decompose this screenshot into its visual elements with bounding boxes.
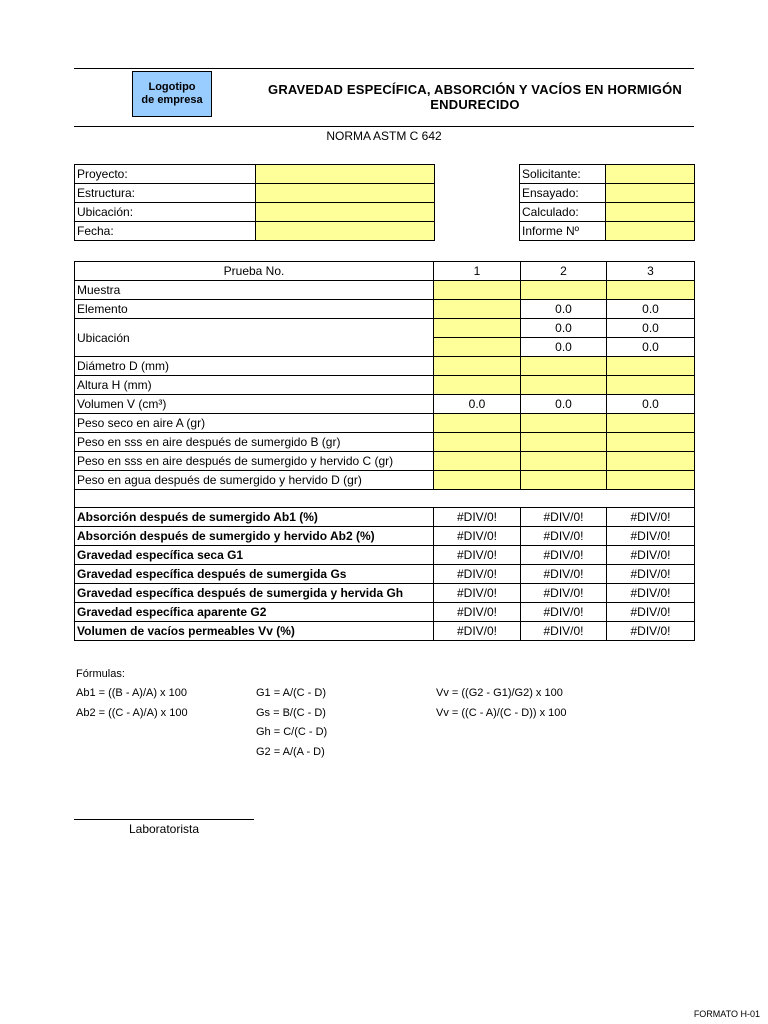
result-cell-3: #DIV/0! bbox=[607, 603, 695, 622]
formula-g1: G1 = A/(C - D) bbox=[256, 687, 326, 699]
formula-gs: Gs = B/(C - D) bbox=[256, 706, 326, 719]
volumen-cell-3: 0.0 bbox=[607, 395, 695, 414]
info-row-proyecto bbox=[75, 165, 435, 184]
column-header-prueba: Prueba No. bbox=[75, 262, 434, 281]
header-bottom-rule bbox=[74, 126, 694, 127]
ubicacion-b-cell-3: 0.0 bbox=[607, 338, 695, 357]
result-label: Gravedad específica aparente G2 bbox=[75, 603, 434, 622]
estructura-field[interactable] bbox=[256, 184, 435, 203]
peso-a-cell-3[interactable] bbox=[607, 414, 695, 433]
result-label: Volumen de vacíos permeables Vv (%) bbox=[75, 622, 434, 641]
info-label: Solicitante: bbox=[520, 165, 606, 184]
result-row-gh bbox=[75, 584, 695, 603]
table-row-volumen bbox=[75, 395, 695, 414]
formula-ab1: Ab1 = ((B - A)/A) x 100 bbox=[76, 687, 187, 699]
norm-label: NORMA ASTM C 642 bbox=[326, 129, 442, 143]
table-row-muestra bbox=[75, 281, 695, 300]
result-cell-3: #DIV/0! bbox=[607, 622, 695, 641]
formulas-col-absorcion bbox=[76, 684, 188, 723]
info-row-informe bbox=[520, 222, 695, 241]
info-label: Proyecto: bbox=[75, 165, 256, 184]
row-label: Ubicación bbox=[75, 319, 434, 357]
peso-c-cell-1[interactable] bbox=[434, 452, 521, 471]
signature-label: Laboratorista bbox=[128, 822, 200, 836]
result-row-g1 bbox=[75, 546, 695, 565]
volumen-cell-1: 0.0 bbox=[434, 395, 521, 414]
result-cell-2: #DIV/0! bbox=[521, 508, 607, 527]
altura-cell-1[interactable] bbox=[434, 376, 521, 395]
volumen-cell-2: 0.0 bbox=[521, 395, 607, 414]
row-label: Muestra bbox=[75, 281, 434, 300]
table-row-peso-a bbox=[75, 414, 695, 433]
ubicacion-a-cell-2: 0.0 bbox=[521, 319, 607, 338]
formula-ab2: Ab2 = ((C - A)/A) x 100 bbox=[76, 706, 188, 719]
info-row-ensayado bbox=[520, 184, 695, 203]
result-row-g2 bbox=[75, 603, 695, 622]
format-code: FORMATO H-01 bbox=[693, 1009, 760, 1019]
elemento-cell-3: 0.0 bbox=[607, 300, 695, 319]
result-cell-3: #DIV/0! bbox=[607, 546, 695, 565]
ubicacion-b-cell-1[interactable] bbox=[434, 338, 521, 357]
result-label: Absorción después de sumergido y hervido Ab2 (%) bbox=[75, 527, 434, 546]
ensayado-field[interactable] bbox=[606, 184, 695, 203]
row-label: Altura H (mm) bbox=[75, 376, 434, 395]
result-cell-1: #DIV/0! bbox=[434, 565, 521, 584]
info-row-estructura bbox=[75, 184, 435, 203]
ubicacion-field[interactable] bbox=[256, 203, 435, 222]
result-cell-3: #DIV/0! bbox=[607, 508, 695, 527]
result-cell-3: #DIV/0! bbox=[607, 565, 695, 584]
info-row-calculado bbox=[520, 203, 695, 222]
result-row-gs bbox=[75, 565, 695, 584]
info-label: Ubicación: bbox=[75, 203, 256, 222]
column-header-2: 2 bbox=[521, 262, 607, 281]
result-cell-2: #DIV/0! bbox=[521, 565, 607, 584]
table-row-altura bbox=[75, 376, 695, 395]
result-cell-2: #DIV/0! bbox=[521, 584, 607, 603]
result-row-vv bbox=[75, 622, 695, 641]
table-header-row bbox=[75, 262, 695, 281]
result-cell-1: #DIV/0! bbox=[434, 508, 521, 527]
table-row-diametro bbox=[75, 357, 695, 376]
peso-b-cell-1[interactable] bbox=[434, 433, 521, 452]
formula-vv-2: Vv = ((C - A)/(C - D)) x 100 bbox=[436, 706, 567, 719]
result-label: Gravedad específica después de sumergida y hervida Gh bbox=[75, 584, 434, 603]
ubicacion-a-cell-1[interactable] bbox=[434, 319, 521, 338]
table-row-peso-c bbox=[75, 452, 695, 471]
result-label: Absorción después de sumergido Ab1 (%) bbox=[75, 508, 434, 527]
info-row-solicitante bbox=[520, 165, 695, 184]
info-label: Calculado: bbox=[520, 203, 606, 222]
table-spacer-row bbox=[75, 490, 695, 508]
row-label: Peso seco en aire A (gr) bbox=[75, 414, 434, 433]
diametro-cell-2[interactable] bbox=[521, 357, 607, 376]
ubicacion-b-cell-2: 0.0 bbox=[521, 338, 607, 357]
formulas-col-gravedad bbox=[256, 684, 327, 762]
column-header-1: 1 bbox=[434, 262, 521, 281]
result-cell-1: #DIV/0! bbox=[434, 584, 521, 603]
test-data-table bbox=[74, 261, 695, 641]
result-cell-3: #DIV/0! bbox=[607, 527, 695, 546]
peso-a-cell-2[interactable] bbox=[521, 414, 607, 433]
result-row-ab2 bbox=[75, 527, 695, 546]
formula-vv-1: Vv = ((G2 - G1)/G2) x 100 bbox=[436, 687, 563, 699]
report-info-table bbox=[519, 164, 695, 241]
company-logo-placeholder bbox=[132, 71, 212, 117]
table-row-peso-b bbox=[75, 433, 695, 452]
result-cell-2: #DIV/0! bbox=[521, 546, 607, 565]
diametro-cell-1[interactable] bbox=[434, 357, 521, 376]
peso-b-cell-3[interactable] bbox=[607, 433, 695, 452]
row-label: Peso en sss en aire después de sumergido y hervido C (gr) bbox=[75, 452, 434, 471]
row-label: Peso en agua después de sumergido y hervido D (gr) bbox=[75, 471, 434, 490]
formulas-col-vacios bbox=[436, 684, 567, 723]
info-label: Informe Nº bbox=[520, 222, 606, 241]
ubicacion-a-cell-3: 0.0 bbox=[607, 319, 695, 338]
header-top-rule bbox=[74, 68, 694, 69]
result-cell-2: #DIV/0! bbox=[521, 603, 607, 622]
info-row-fecha bbox=[75, 222, 435, 241]
result-label: Gravedad específica seca G1 bbox=[75, 546, 434, 565]
formula-g2: G2 = A/(A - D) bbox=[256, 745, 325, 758]
formula-gh: Gh = C/(C - D) bbox=[256, 726, 328, 738]
elemento-cell-2: 0.0 bbox=[521, 300, 607, 319]
result-cell-1: #DIV/0! bbox=[434, 603, 521, 622]
column-header-3: 3 bbox=[607, 262, 695, 281]
result-cell-1: #DIV/0! bbox=[434, 527, 521, 546]
peso-d-cell-2[interactable] bbox=[521, 471, 607, 490]
elemento-cell-1[interactable] bbox=[434, 300, 521, 319]
project-info-table bbox=[74, 164, 435, 241]
peso-a-cell-1[interactable] bbox=[434, 414, 521, 433]
peso-d-cell-1[interactable] bbox=[434, 471, 521, 490]
peso-d-cell-3[interactable] bbox=[607, 471, 695, 490]
table-row-ubicacion-a bbox=[75, 319, 695, 338]
muestra-cell-2[interactable] bbox=[521, 281, 607, 300]
row-label: Diámetro D (mm) bbox=[75, 357, 434, 376]
diametro-cell-3[interactable] bbox=[607, 357, 695, 376]
informe-field[interactable] bbox=[606, 222, 695, 241]
table-row-elemento bbox=[75, 300, 695, 319]
signature-line bbox=[74, 819, 254, 820]
fecha-field[interactable] bbox=[256, 222, 435, 241]
solicitante-field[interactable] bbox=[606, 165, 695, 184]
document-title: GRAVEDAD ESPECÍFICA, ABSORCIÓN Y VACÍOS EN HORMIGÓN ENDURECIDO bbox=[268, 82, 682, 112]
row-label: Elemento bbox=[75, 300, 434, 319]
logo-text: Logotipo de empresa bbox=[141, 81, 203, 106]
calculado-field[interactable] bbox=[606, 203, 695, 222]
info-row-ubicacion bbox=[75, 203, 435, 222]
info-label: Ensayado: bbox=[520, 184, 606, 203]
altura-cell-3[interactable] bbox=[607, 376, 695, 395]
result-cell-3: #DIV/0! bbox=[607, 584, 695, 603]
altura-cell-2[interactable] bbox=[521, 376, 607, 395]
muestra-cell-1[interactable] bbox=[434, 281, 521, 300]
info-label: Fecha: bbox=[75, 222, 256, 241]
spacer-cell bbox=[75, 490, 695, 508]
result-row-ab1 bbox=[75, 508, 695, 527]
muestra-cell-3[interactable] bbox=[607, 281, 695, 300]
peso-c-cell-2[interactable] bbox=[521, 452, 607, 471]
row-label: Peso en sss en aire después de sumergido B (gr) bbox=[75, 433, 434, 452]
result-cell-1: #DIV/0! bbox=[434, 546, 521, 565]
peso-b-cell-2[interactable] bbox=[521, 433, 607, 452]
table-row-peso-d bbox=[75, 471, 695, 490]
proyecto-field[interactable] bbox=[256, 165, 435, 184]
result-label: Gravedad específica después de sumergida Gs bbox=[75, 565, 434, 584]
info-label: Estructura: bbox=[75, 184, 256, 203]
formulas-title: Fórmulas: bbox=[76, 668, 125, 680]
peso-c-cell-3[interactable] bbox=[607, 452, 695, 471]
result-cell-2: #DIV/0! bbox=[521, 622, 607, 641]
row-label: Volumen V (cm³) bbox=[75, 395, 434, 414]
result-cell-1: #DIV/0! bbox=[434, 622, 521, 641]
result-cell-2: #DIV/0! bbox=[521, 527, 607, 546]
